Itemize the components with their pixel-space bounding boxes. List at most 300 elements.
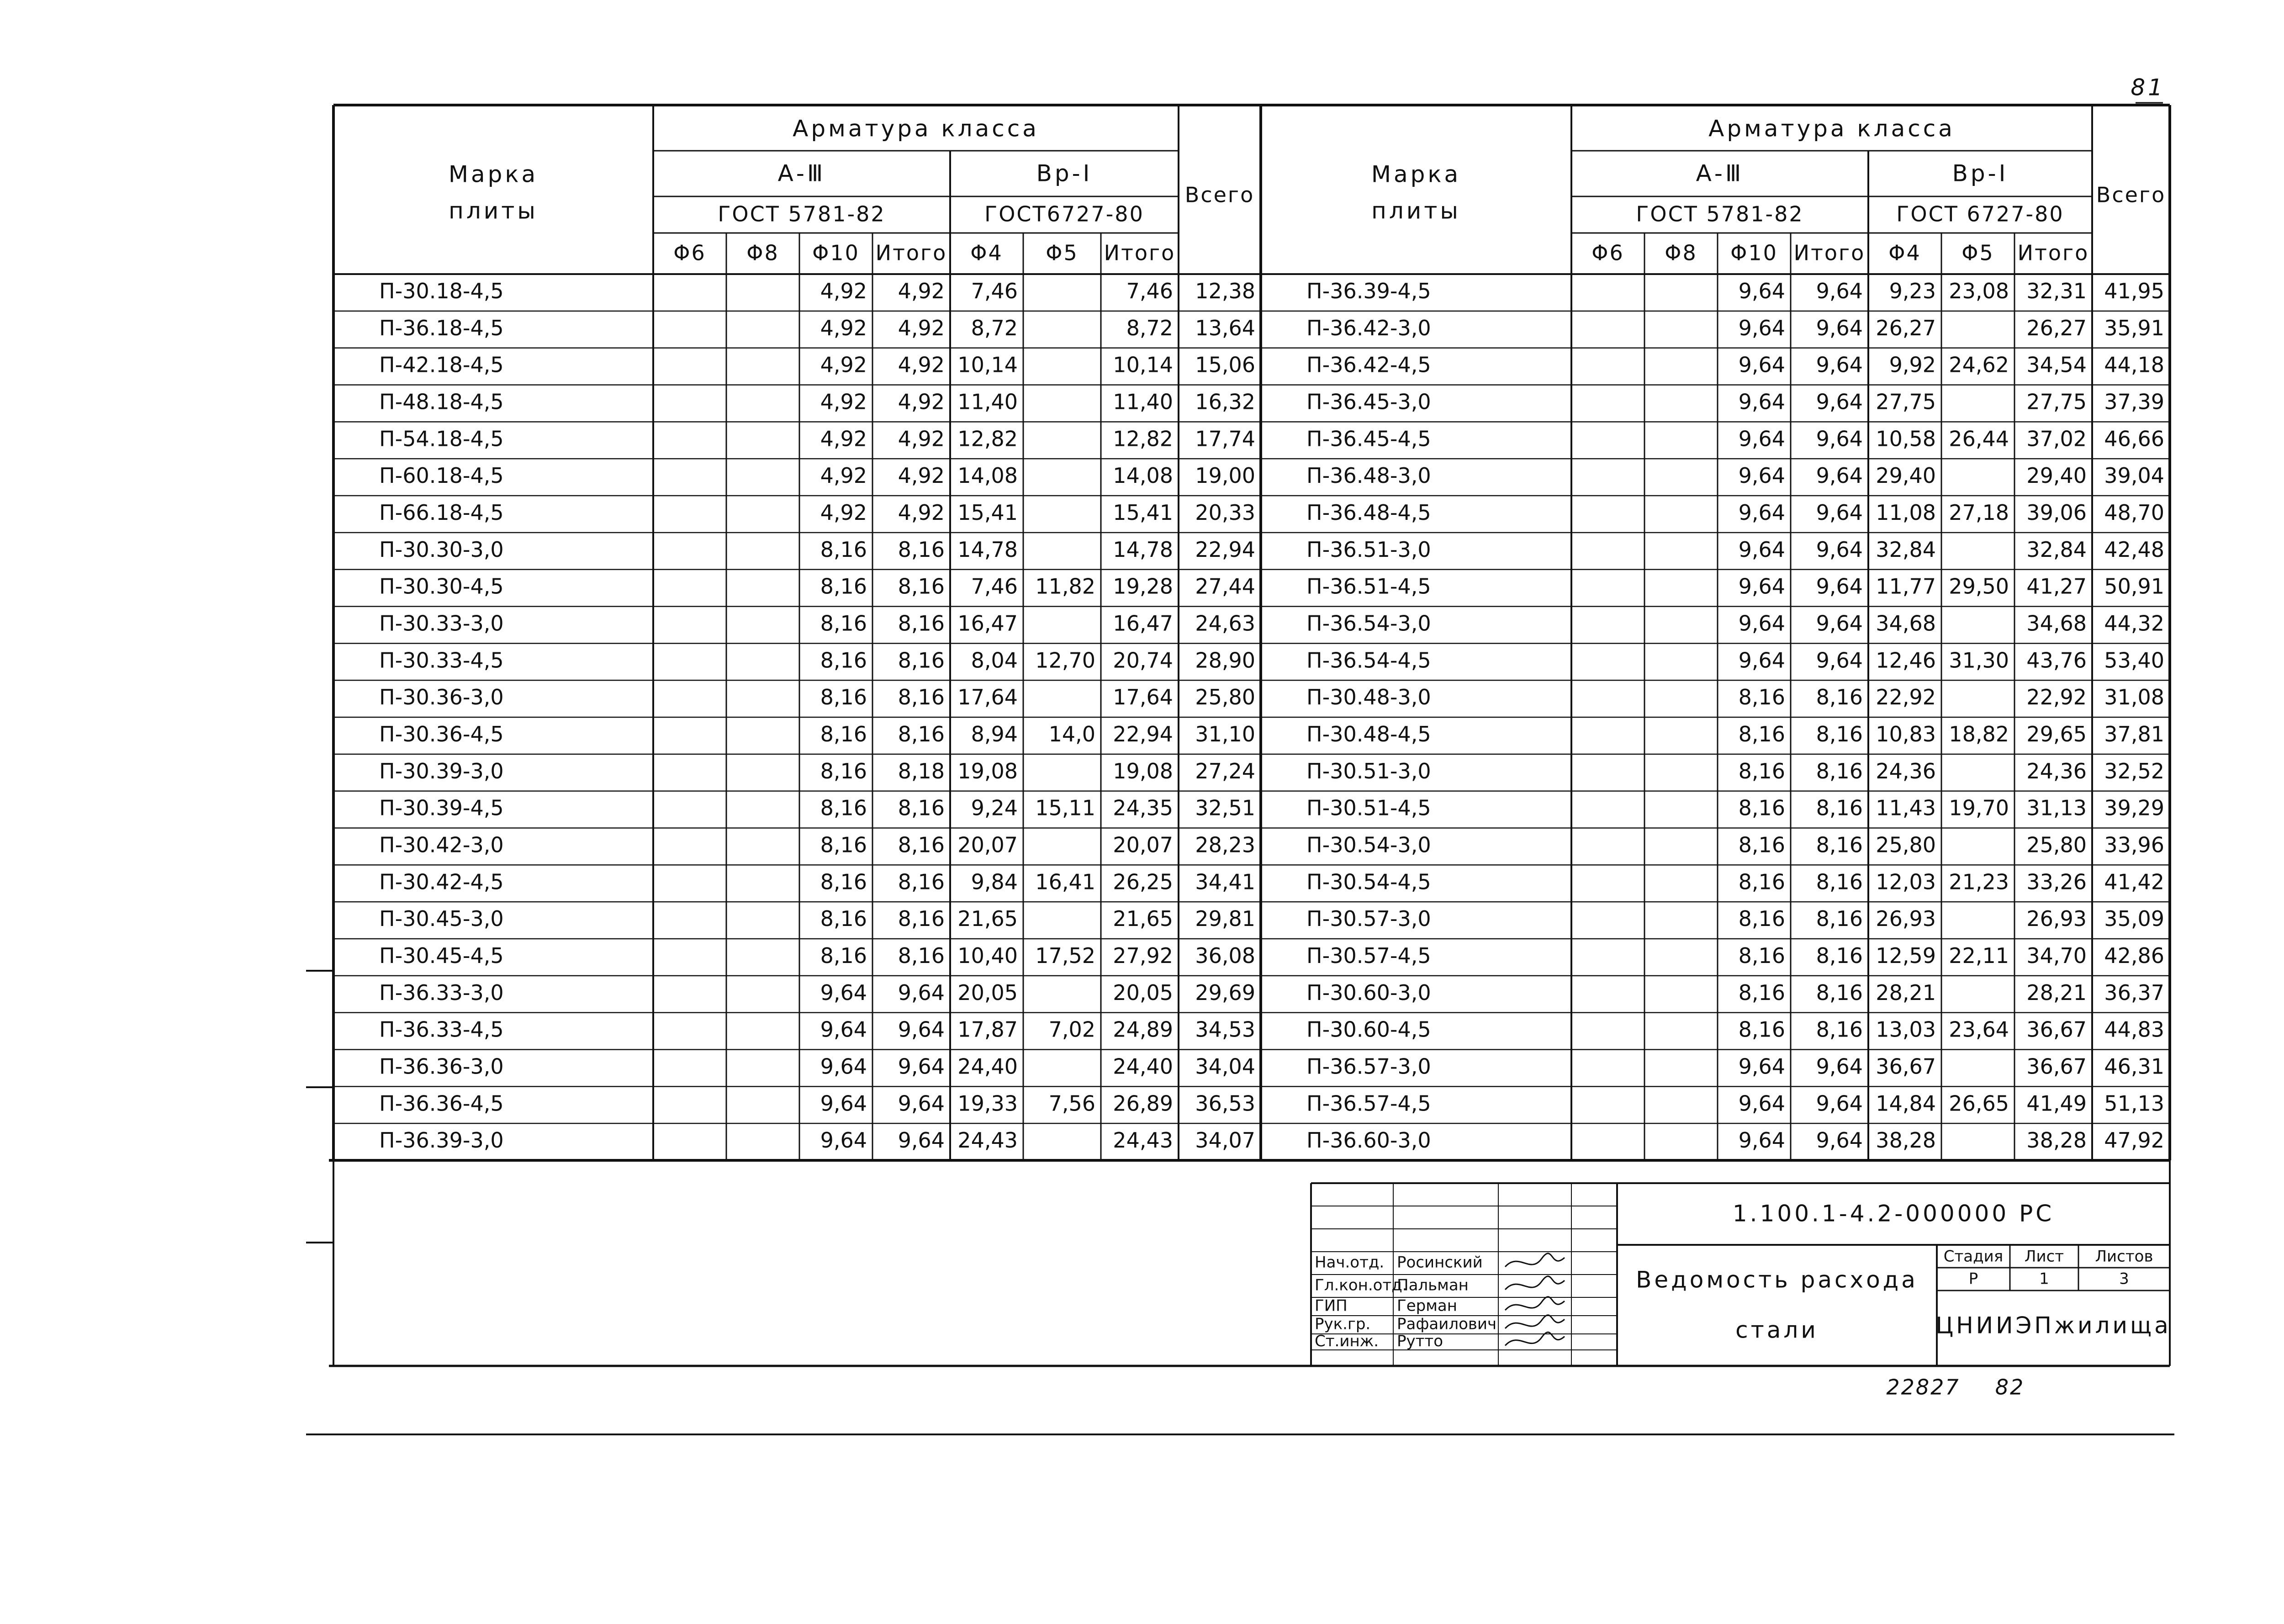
cell-d5: 19,70 [1949, 795, 2009, 820]
cell-d10: 4,92 [820, 389, 867, 414]
cell-d10: 8,16 [1738, 721, 1785, 746]
cell-d10: 8,16 [820, 537, 867, 562]
cell-vsego: 36,53 [1195, 1091, 1255, 1116]
cell-vsego: 37,39 [2104, 389, 2164, 414]
plate-mark: П-36.18-4,5 [379, 315, 504, 340]
cell-d4: 24,36 [1876, 758, 1936, 783]
cell-itogo_b: 12,82 [1113, 426, 1173, 451]
cell-d4: 14,84 [1876, 1091, 1936, 1116]
plate-mark: П-30.18-4,5 [379, 278, 504, 303]
cell-d10: 4,92 [820, 352, 867, 377]
cell-d10: 9,64 [1738, 278, 1785, 303]
cell-vsego: 19,00 [1195, 463, 1255, 488]
cell-d4: 38,28 [1876, 1128, 1936, 1153]
cell-itogo_a: 8,16 [898, 832, 945, 857]
cell-itogo_b: 41,49 [2026, 1091, 2087, 1116]
document-title: Ведомость расхода [1636, 1266, 1918, 1293]
cell-d4: 8,72 [971, 315, 1018, 340]
cell-vsego: 42,48 [2104, 537, 2164, 562]
cell-vsego: 31,08 [2104, 685, 2164, 710]
cell-d10: 4,92 [820, 500, 867, 525]
cell-d4: 26,27 [1876, 315, 1936, 340]
plate-mark: П-30.36-4,5 [379, 721, 504, 746]
cell-vsego: 41,42 [2104, 869, 2164, 894]
sheet-label: Лист [2024, 1247, 2064, 1266]
cell-itogo_a: 8,16 [1816, 758, 1863, 783]
cell-d10: 9,64 [1738, 315, 1785, 340]
cell-d10: 4,92 [820, 278, 867, 303]
reinforcement-class-header: Арматура класса [1708, 115, 1955, 142]
cell-itogo_a: 8,16 [898, 795, 945, 820]
cell-d4: 21,65 [957, 906, 1018, 931]
cell-d5: 15,11 [1035, 795, 1095, 820]
title-block [329, 1160, 2171, 1366]
cell-d10: 9,64 [820, 980, 867, 1005]
plate-mark: П-30.33-4,5 [379, 648, 504, 673]
cell-d5: 22,11 [1949, 943, 2009, 968]
cell-itogo_b: 24,40 [1113, 1054, 1173, 1079]
cell-d10: 4,92 [820, 463, 867, 488]
cell-d4: 20,05 [957, 980, 1018, 1005]
cell-vsego: 44,32 [2104, 611, 2164, 636]
cell-vsego: 32,52 [2104, 758, 2164, 783]
cell-d10: 9,64 [820, 1017, 867, 1042]
cell-d4: 7,46 [971, 574, 1018, 599]
cell-d5: 26,44 [1949, 426, 2009, 451]
cell-itogo_b: 29,65 [2026, 721, 2087, 746]
cell-d4: 14,08 [957, 463, 1018, 488]
cell-itogo_a: 4,92 [898, 352, 945, 377]
plate-mark: П-30.48-4,5 [1306, 721, 1431, 746]
cell-itogo_a: 9,64 [1816, 389, 1863, 414]
organization-name: ЦНИИЭПжилища [1935, 1312, 2171, 1339]
cell-itogo_a: 8,16 [898, 648, 945, 673]
cell-vsego: 16,32 [1195, 389, 1255, 414]
cell-itogo_b: 36,67 [2026, 1017, 2087, 1042]
table-body [379, 279, 2164, 1153]
cell-d4: 29,40 [1876, 463, 1936, 488]
cell-itogo_b: 15,41 [1113, 500, 1173, 525]
cell-itogo_a: 8,16 [898, 611, 945, 636]
cell-itogo_a: 9,64 [1816, 1128, 1863, 1153]
cell-d5: 31,30 [1949, 648, 2009, 673]
cell-itogo_b: 25,80 [2026, 832, 2087, 857]
cell-itogo_a: 8,16 [898, 943, 945, 968]
subcolumn-header: Φ8 [746, 240, 779, 265]
cell-d4: 27,75 [1876, 389, 1936, 414]
cell-vsego: 37,81 [2104, 721, 2164, 746]
cell-vsego: 25,80 [1195, 685, 1255, 710]
cell-vsego: 46,31 [2104, 1054, 2164, 1079]
subcolumn-header: Φ6 [1591, 240, 1624, 265]
cell-itogo_a: 9,64 [1816, 463, 1863, 488]
cell-itogo_b: 32,31 [2026, 278, 2087, 303]
cell-d4: 36,67 [1876, 1054, 1936, 1079]
plate-mark: П-30.54-4,5 [1306, 869, 1431, 894]
plate-mark: П-60.18-4,5 [379, 463, 504, 488]
cell-itogo_a: 8,16 [1816, 980, 1863, 1005]
cell-itogo_b: 27,92 [1113, 943, 1173, 968]
total-header: Всего [2096, 182, 2166, 207]
cell-vsego: 51,13 [2104, 1091, 2164, 1116]
plate-mark: П-36.39-3,0 [379, 1128, 504, 1153]
cell-d10: 9,64 [1738, 1128, 1785, 1153]
cell-itogo_b: 20,74 [1113, 648, 1173, 673]
cell-itogo_a: 9,64 [1816, 1091, 1863, 1116]
cell-vsego: 48,70 [2104, 500, 2164, 525]
page-number: 81 [2131, 74, 2165, 101]
plate-mark: П-36.42-4,5 [1306, 352, 1431, 377]
plate-mark: П-36.51-4,5 [1306, 574, 1431, 599]
document-title: стали [1735, 1317, 1819, 1344]
cell-d10: 9,64 [1738, 389, 1785, 414]
signer-name: Рутто [1397, 1332, 1443, 1350]
sheet-value: 1 [2039, 1270, 2049, 1288]
cell-d10: 8,16 [1738, 1017, 1785, 1042]
cell-d4: 11,43 [1876, 795, 1936, 820]
plate-mark: П-30.48-3,0 [1306, 685, 1431, 710]
cell-d10: 9,64 [1738, 426, 1785, 451]
cell-vsego: 27,24 [1195, 758, 1255, 783]
cell-d10: 9,64 [1738, 611, 1785, 636]
cell-itogo_a: 4,92 [898, 315, 945, 340]
cell-vsego: 42,86 [2104, 943, 2164, 968]
cell-d5: 21,23 [1949, 869, 2009, 894]
plate-mark: П-30.60-4,5 [1306, 1017, 1431, 1042]
gost-bp1-label: ГОСТ6727-80 [984, 201, 1144, 227]
cell-itogo_a: 9,64 [898, 1054, 945, 1079]
total-header: Всего [1184, 182, 1255, 207]
cell-d4: 7,46 [971, 278, 1018, 303]
cell-d10: 8,16 [1738, 795, 1785, 820]
plate-mark: П-36.57-4,5 [1306, 1091, 1431, 1116]
cell-vsego: 35,91 [2104, 315, 2164, 340]
cell-d4: 13,03 [1876, 1017, 1936, 1042]
cell-itogo_a: 9,64 [1816, 611, 1863, 636]
cell-vsego: 34,41 [1195, 869, 1255, 894]
cell-itogo_b: 34,54 [2026, 352, 2087, 377]
cell-vsego: 34,07 [1195, 1128, 1255, 1153]
plate-mark: П-36.48-4,5 [1306, 500, 1431, 525]
signer-name: Герман [1397, 1296, 1457, 1315]
plate-mark: П-30.51-3,0 [1306, 758, 1431, 783]
cell-itogo_b: 14,08 [1113, 463, 1173, 488]
cell-itogo_a: 9,64 [1816, 426, 1863, 451]
plate-mark: П-36.36-3,0 [379, 1054, 504, 1079]
cell-d4: 11,40 [957, 389, 1018, 414]
plate-mark: П-30.45-4,5 [379, 943, 504, 968]
plate-mark: П-30.30-4,5 [379, 574, 504, 599]
cell-itogo_a: 8,16 [898, 721, 945, 746]
plate-mark: П-54.18-4,5 [379, 426, 504, 451]
cell-itogo_a: 8,16 [1816, 685, 1863, 710]
cell-vsego: 53,40 [2104, 648, 2164, 673]
cell-vsego: 32,51 [1195, 795, 1255, 820]
cell-d5: 11,82 [1035, 574, 1095, 599]
signature-mark [1505, 1315, 1565, 1328]
cell-d5: 7,56 [1048, 1091, 1095, 1116]
cell-d10: 8,16 [820, 795, 867, 820]
signer-name: Рафаилович [1397, 1315, 1497, 1333]
cell-d10: 8,16 [1738, 832, 1785, 857]
plate-mark: П-36.51-3,0 [1306, 537, 1431, 562]
cell-itogo_a: 4,92 [898, 426, 945, 451]
cell-vsego: 44,83 [2104, 1017, 2164, 1042]
cell-itogo_b: 26,25 [1113, 869, 1173, 894]
cell-itogo_a: 8,16 [898, 869, 945, 894]
cell-d4: 19,08 [957, 758, 1018, 783]
cell-d4: 22,92 [1876, 685, 1936, 710]
cell-vsego: 35,09 [2104, 906, 2164, 931]
cell-itogo_b: 33,26 [2026, 869, 2087, 894]
cell-d4: 8,94 [971, 721, 1018, 746]
plate-mark: П-30.45-3,0 [379, 906, 504, 931]
signer-name: Пальман [1397, 1276, 1469, 1295]
cell-d5: 29,50 [1949, 574, 2009, 599]
cell-itogo_b: 20,07 [1113, 832, 1173, 857]
cell-itogo_b: 28,21 [2026, 980, 2087, 1005]
sheets-label: Листов [2095, 1247, 2153, 1266]
cell-vsego: 31,10 [1195, 721, 1255, 746]
cell-itogo_b: 24,89 [1113, 1017, 1173, 1042]
cell-d5: 18,82 [1949, 721, 2009, 746]
cell-d10: 8,16 [1738, 980, 1785, 1005]
cell-d10: 8,16 [820, 869, 867, 894]
cell-itogo_a: 8,16 [1816, 906, 1863, 931]
plate-mark: П-30.54-3,0 [1306, 832, 1431, 857]
cell-vsego: 34,04 [1195, 1054, 1255, 1079]
cell-itogo_a: 8,16 [898, 906, 945, 931]
plate-mark: П-36.33-4,5 [379, 1017, 504, 1042]
plate-mark: П-30.60-3,0 [1306, 980, 1431, 1005]
subcolumn-header: Φ10 [812, 240, 860, 265]
cell-itogo_b: 7,46 [1126, 278, 1173, 303]
plate-mark: П-30.33-3,0 [379, 611, 504, 636]
cell-d10: 8,16 [820, 758, 867, 783]
cell-d10: 9,64 [820, 1128, 867, 1153]
cell-itogo_a: 8,16 [898, 574, 945, 599]
signature-mark [1505, 1276, 1565, 1290]
cell-d4: 17,87 [957, 1017, 1018, 1042]
cell-itogo_b: 37,02 [2026, 426, 2087, 451]
signer-role: ГИП [1315, 1296, 1348, 1315]
cell-d4: 24,40 [957, 1054, 1018, 1079]
signer-role: Гл.кон.отд. [1315, 1276, 1407, 1295]
cell-itogo_a: 9,64 [898, 1128, 945, 1153]
subcolumn-header: Φ10 [1730, 240, 1778, 265]
cell-d4: 32,84 [1876, 537, 1936, 562]
cell-d10: 9,64 [1738, 1054, 1785, 1079]
cell-d10: 9,64 [1738, 1091, 1785, 1116]
cell-d5: 23,64 [1949, 1017, 2009, 1042]
cell-itogo_a: 8,16 [1816, 832, 1863, 857]
cell-itogo_a: 8,18 [898, 758, 945, 783]
cell-d10: 9,64 [820, 1054, 867, 1079]
cell-itogo_a: 9,64 [1816, 1054, 1863, 1079]
plate-mark: П-30.39-4,5 [379, 795, 504, 820]
subcolumn-header: Итого [1104, 240, 1176, 265]
cell-d4: 11,08 [1876, 500, 1936, 525]
cell-d10: 8,16 [820, 648, 867, 673]
plate-mark: П-30.36-3,0 [379, 685, 504, 710]
cell-d10: 8,16 [1738, 943, 1785, 968]
signature-mark [1505, 1254, 1565, 1267]
cell-d10: 9,64 [1738, 574, 1785, 599]
cell-itogo_a: 9,64 [1816, 278, 1863, 303]
cell-itogo_b: 38,28 [2026, 1128, 2087, 1153]
cell-itogo_a: 9,64 [1816, 648, 1863, 673]
cell-d4: 8,04 [971, 648, 1018, 673]
subcolumn-header: Φ6 [673, 240, 706, 265]
plate-mark: П-36.48-3,0 [1306, 463, 1431, 488]
cell-d5: 14,0 [1048, 721, 1095, 746]
plate-mark: П-30.42-4,5 [379, 869, 504, 894]
cell-d10: 8,16 [820, 685, 867, 710]
cell-d4: 11,77 [1876, 574, 1936, 599]
cell-d5: 23,08 [1949, 278, 2009, 303]
cell-vsego: 47,92 [2104, 1128, 2164, 1153]
cell-itogo_b: 26,93 [2026, 906, 2087, 931]
cell-vsego: 20,33 [1195, 500, 1255, 525]
cell-itogo_a: 9,64 [1816, 537, 1863, 562]
class-a3-header: А-Ⅲ [1696, 160, 1744, 187]
cell-d4: 28,21 [1876, 980, 1936, 1005]
cell-itogo_a: 8,16 [1816, 795, 1863, 820]
cell-d5: 26,65 [1949, 1091, 2009, 1116]
cell-vsego: 34,53 [1195, 1017, 1255, 1042]
cell-itogo_b: 26,89 [1113, 1091, 1173, 1116]
cell-itogo_a: 9,64 [898, 1091, 945, 1116]
cell-d10: 9,64 [1738, 648, 1785, 673]
plate-mark: П-36.60-3,0 [1306, 1128, 1431, 1153]
cell-itogo_b: 26,27 [2026, 315, 2087, 340]
cell-d4: 9,84 [971, 869, 1018, 894]
cell-itogo_b: 10,14 [1113, 352, 1173, 377]
cell-itogo_b: 27,75 [2026, 389, 2087, 414]
cell-itogo_a: 4,92 [898, 463, 945, 488]
cell-d10: 9,64 [820, 1091, 867, 1116]
cell-itogo_a: 4,92 [898, 278, 945, 303]
signature-mark [1505, 1297, 1565, 1310]
sheet-number: 82 [1995, 1375, 2025, 1400]
cell-itogo_b: 34,68 [2026, 611, 2087, 636]
cell-itogo_a: 4,92 [898, 389, 945, 414]
cell-d10: 8,16 [1738, 758, 1785, 783]
plate-mark: П-36.42-3,0 [1306, 315, 1431, 340]
cell-d4: 12,82 [957, 426, 1018, 451]
cell-d4: 12,03 [1876, 869, 1936, 894]
cell-vsego: 29,69 [1195, 980, 1255, 1005]
cell-d4: 12,46 [1876, 648, 1936, 673]
cell-vsego: 13,64 [1195, 315, 1255, 340]
gost-bp1-label: ГОСТ 6727-80 [1896, 201, 2064, 227]
cell-itogo_a: 9,64 [1816, 315, 1863, 340]
cell-itogo_b: 8,72 [1126, 315, 1173, 340]
cell-d10: 9,64 [1738, 463, 1785, 488]
plate-mark: П-48.18-4,5 [379, 389, 504, 414]
cell-itogo_a: 9,64 [898, 1017, 945, 1042]
cell-itogo_b: 16,47 [1113, 611, 1173, 636]
cell-d10: 8,16 [1738, 869, 1785, 894]
cell-itogo_b: 24,43 [1113, 1128, 1173, 1153]
cell-d5: 16,41 [1035, 869, 1095, 894]
signer-role: Ст.инж. [1315, 1332, 1379, 1350]
mark-header: плиты [1371, 197, 1461, 224]
cell-d4: 25,80 [1876, 832, 1936, 857]
plate-mark: П-30.57-4,5 [1306, 943, 1431, 968]
cell-d4: 9,92 [1889, 352, 1936, 377]
cell-vsego: 50,91 [2104, 574, 2164, 599]
cell-d5: 24,62 [1949, 352, 2009, 377]
cell-itogo_b: 17,64 [1113, 685, 1173, 710]
class-bp1-header: Вр-Ⅰ [1952, 160, 2009, 187]
signer-role: Нач.отд. [1315, 1253, 1385, 1272]
plate-mark: П-36.39-4,5 [1306, 278, 1431, 303]
cell-d10: 8,16 [820, 943, 867, 968]
cell-vsego: 39,04 [2104, 463, 2164, 488]
reinforcement-class-header: Арматура класса [793, 115, 1039, 142]
cell-vsego: 28,23 [1195, 832, 1255, 857]
cell-d5: 12,70 [1035, 648, 1095, 673]
cell-d10: 4,92 [820, 426, 867, 451]
cell-vsego: 28,90 [1195, 648, 1255, 673]
cell-itogo_a: 8,16 [898, 685, 945, 710]
cell-vsego: 29,81 [1195, 906, 1255, 931]
cell-d4: 16,47 [957, 611, 1018, 636]
plate-mark: П-36.45-3,0 [1306, 389, 1431, 414]
cell-d4: 10,14 [957, 352, 1018, 377]
cell-vsego: 12,38 [1195, 278, 1255, 303]
cell-d10: 8,16 [820, 721, 867, 746]
cell-itogo_b: 32,84 [2026, 537, 2087, 562]
cell-d10: 9,64 [1738, 352, 1785, 377]
cell-d10: 8,16 [820, 832, 867, 857]
gost-a3-label: ГОСТ 5781-82 [718, 201, 886, 227]
cell-itogo_b: 39,06 [2026, 500, 2087, 525]
cell-itogo_b: 14,78 [1113, 537, 1173, 562]
stage-label: Стадия [1943, 1247, 2004, 1266]
cell-itogo_a: 8,16 [1816, 1017, 1863, 1042]
signer-role: Рук.гр. [1315, 1315, 1371, 1333]
cell-d10: 8,16 [820, 906, 867, 931]
cell-d10: 8,16 [1738, 906, 1785, 931]
cell-d4: 10,58 [1876, 426, 1936, 451]
cell-itogo_b: 24,35 [1113, 795, 1173, 820]
cell-vsego: 36,37 [2104, 980, 2164, 1005]
plate-mark: П-36.54-4,5 [1306, 648, 1431, 673]
mark-header: Марка [1371, 161, 1461, 188]
subcolumn-header: Итого [1793, 240, 1866, 265]
plate-mark: П-36.36-4,5 [379, 1091, 504, 1116]
cell-itogo_b: 29,40 [2026, 463, 2087, 488]
cell-d4: 24,43 [957, 1128, 1018, 1153]
cell-d10: 9,64 [1738, 500, 1785, 525]
cell-d10: 8,16 [820, 611, 867, 636]
cell-itogo_a: 8,16 [1816, 869, 1863, 894]
cell-itogo_b: 19,08 [1113, 758, 1173, 783]
subcolumn-header: Φ5 [1961, 240, 1994, 265]
cell-vsego: 15,06 [1195, 352, 1255, 377]
cell-d10: 4,92 [820, 315, 867, 340]
cell-d4: 20,07 [957, 832, 1018, 857]
cell-itogo_b: 22,92 [2026, 685, 2087, 710]
cell-vsego: 17,74 [1195, 426, 1255, 451]
table-header [449, 116, 2166, 265]
plate-mark: П-30.42-3,0 [379, 832, 504, 857]
cell-d10: 9,64 [1738, 537, 1785, 562]
cell-vsego: 46,66 [2104, 426, 2164, 451]
cell-d4: 26,93 [1876, 906, 1936, 931]
